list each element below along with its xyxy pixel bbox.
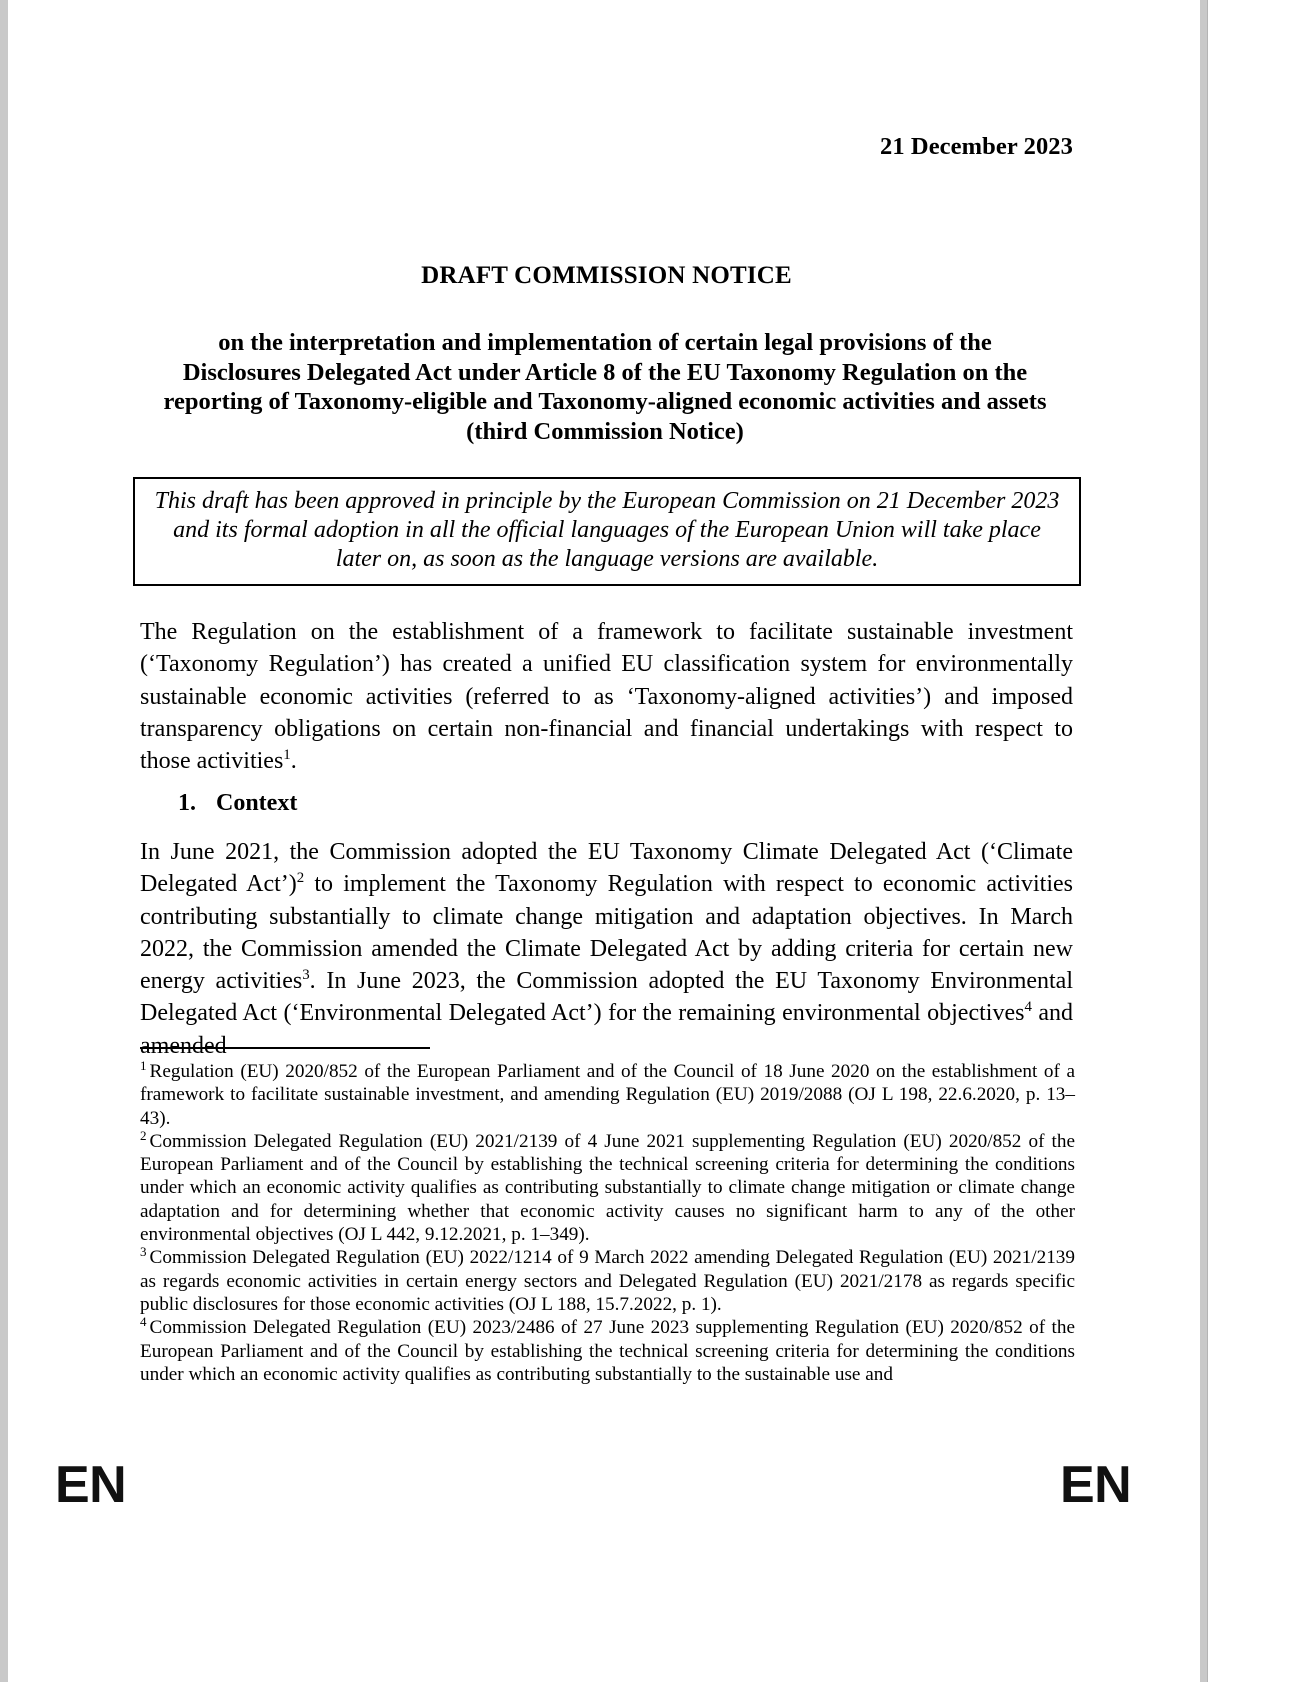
approval-notice-box: [133, 477, 1081, 586]
footnote-ref-4[interactable]: 4: [1024, 999, 1032, 1016]
footnote-marker-1: 1: [140, 1057, 147, 1073]
footnote-text-2: Commission Delegated Regulation (EU) 2021/2139 of 4 June 2021 supplementing Regulation (EU) 2020/852 of the European Parliament and of the Council by establishing the technical screening criteria for determining the conditions under which an economic activity qualifies as contributing substantially to climate change mitigation or climate change adaptation and for determining whether that economic activity causes no significant harm to any of the other environmental objectives (OJ L 442, 9.12.2021, p. 1–349).: [140, 1130, 1075, 1246]
footnote-item-1: [140, 1057, 1075, 1130]
intro-paragraph-tail: .: [290, 748, 297, 775]
footnote-text-1: Regulation (EU) 2020/852 of the European Parliament and of the Council of 18 June 2020 on the establishment of a framework to facilitate sustainable investment, and amending Regulation (EU) 2019/2088 (OJ L 198, 22.6.2020, p. 13–43).: [140, 1061, 1075, 1129]
section-heading-context: [140, 790, 1073, 817]
document-date: 21 December 2023: [879, 133, 1073, 160]
approval-notice-text: This draft has been approved in principle by the European Commission on 21 December 2023 and its formal adoption in all the official languages of the European Union will take place later on, as soon as the language versions are available.: [154, 488, 1060, 572]
document-title: DRAFT COMMISSION NOTICE: [421, 262, 792, 289]
language-marker-right: EN: [1060, 1456, 1132, 1514]
footnote-ref-2[interactable]: 2: [296, 870, 305, 887]
intro-paragraph: [140, 616, 1073, 777]
footnote-item-2: [140, 1127, 1075, 1246]
footnote-marker-2: 2: [140, 1127, 147, 1143]
context-paragraph-part-1: In June 2021, the Commission adopted the EU Taxonomy Climate Delegated Act (‘Climate Delegated Act’): [140, 839, 1073, 898]
footnote-ref-3[interactable]: 3: [302, 967, 310, 984]
document-subtitle: on the interpretation and implementation of certain legal provisions of the Disclosures Delegated Act under Article 8 of the EU Taxonomy Regulation on the reporting of Taxonomy-eligible and Taxonomy-aligned economic activities and assets (third Commission Notice): [163, 329, 1047, 445]
context-paragraph-part-2: to implement the Taxonomy Regulation with respect to economic activities contributing substantially to climate change mitigation and adaptation objectives. In March 2022, the Commission amended the Climate Delegated Act by adding criteria for certain new energy activities: [140, 871, 1073, 995]
footnote-marker-4: 4: [140, 1313, 147, 1329]
intro-paragraph-text: The Regulation on the establishment of a framework to facilitate sustainable investment (‘Taxonomy Regulation’) has created a unified EU classification system for environmentally sustainable economic activities (referred to as ‘Taxonomy-aligned activities’) and imposed transparency obligations on certain non-financial and financial undertakings with respect to those activities: [140, 619, 1073, 775]
footnote-text-3: Commission Delegated Regulation (EU) 2022/1214 of 9 March 2022 amending Delegated Regulation (EU) 2021/2139 as regards economic activities in certain energy sectors and Delegated Regulation (EU) 2021/2178 as regards specific public disclosures for those economic activities (OJ L 188, 15.7.2022, p. 1).: [140, 1247, 1075, 1315]
section-title: Context: [216, 790, 298, 816]
section-number: 1.: [178, 790, 196, 816]
context-paragraph-part-3: . In June 2023, the Commission adopted the EU Taxonomy Environmental Delegated Act (‘Environmental Delegated Act’) for the remaining environmental objectives: [140, 968, 1074, 1027]
footnote-item-4: [140, 1313, 1075, 1386]
footnote-list: [140, 1057, 1075, 1386]
footnote-text-4: Commission Delegated Regulation (EU) 2023/2486 of 27 June 2023 supplementing Regulation (EU) 2020/852 of the European Parliament and of the Council by establishing the technical screening criteria for determining the conditions under which an economic activity qualifies as contributing substantially to the sustainable use and: [140, 1317, 1075, 1385]
language-marker-left: EN: [55, 1456, 127, 1514]
context-paragraph: [140, 836, 1073, 1062]
footnote-marker-3: 3: [140, 1243, 147, 1259]
context-paragraph-part-4: and amended: [140, 1000, 1073, 1059]
footnote-separator-rule: [140, 1047, 430, 1049]
footnote-item-3: [140, 1243, 1075, 1316]
footnote-ref-1[interactable]: 1: [283, 747, 291, 764]
